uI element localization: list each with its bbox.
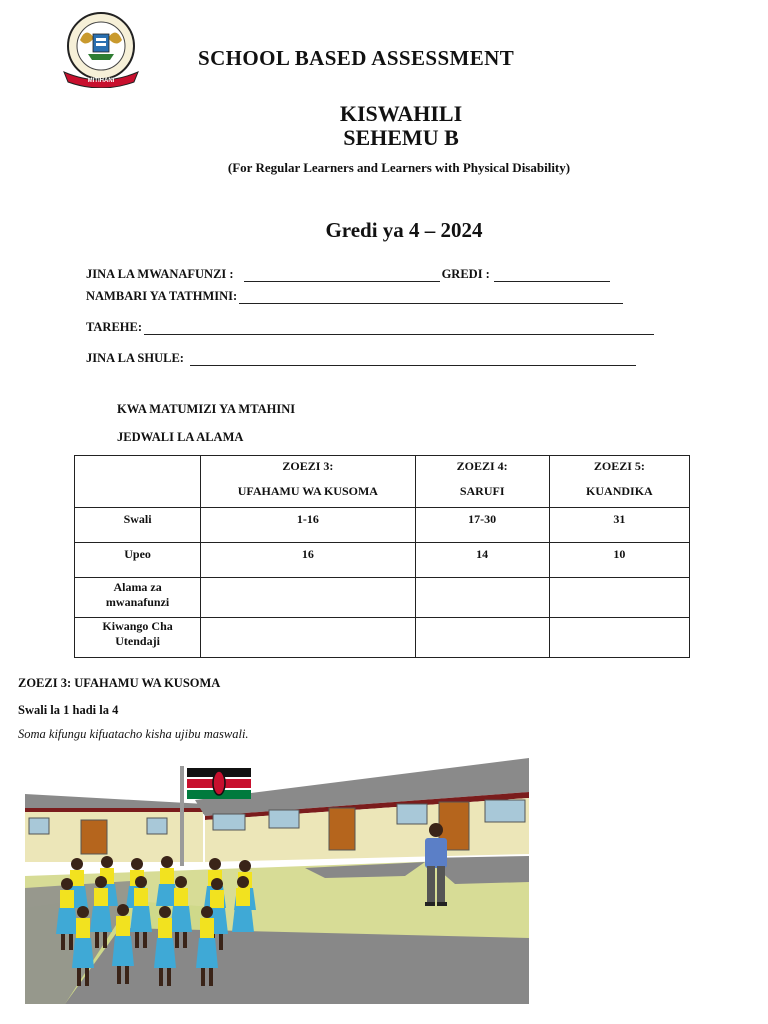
subject-name: KISWAHILI	[339, 101, 463, 126]
knec-logo-icon	[58, 10, 144, 88]
performance-cell[interactable]	[201, 618, 415, 658]
score-cell[interactable]	[549, 578, 689, 618]
date-field[interactable]	[144, 322, 654, 335]
table-cell: 14	[415, 543, 549, 578]
table-header-cell: ZOEZI 3: UFAHAMU WA KUSOMA	[201, 456, 415, 508]
table-row	[75, 508, 690, 543]
row-label: Alama za mwanafunzi	[75, 578, 201, 618]
assessment-number-field[interactable]	[239, 291, 623, 304]
score-cell[interactable]	[201, 578, 415, 618]
marks-table	[74, 455, 690, 658]
date-label: TAREHE:	[86, 320, 143, 334]
row-label: Kiwango Cha Utendaji	[75, 618, 201, 658]
school-row	[86, 351, 638, 366]
table-row	[75, 578, 690, 618]
document-title: SCHOOL BASED ASSESSMENT	[198, 46, 515, 70]
table-cell: 31	[549, 508, 689, 543]
table-header-cell: ZOEZI 5: KUANDIKA	[549, 456, 689, 508]
row-label: Swali	[75, 508, 201, 543]
row-label: Upeo	[75, 543, 201, 578]
performance-cell[interactable]	[549, 618, 689, 658]
table-title: JEDWALI LA ALAMA	[117, 430, 244, 444]
table-cell: 17-30	[415, 508, 549, 543]
table-header-row	[75, 456, 690, 508]
grade-label: GREDI :	[441, 267, 490, 281]
date-row	[86, 320, 656, 335]
section-title: ZOEZI 3: UFAHAMU WA KUSOMA	[18, 676, 221, 690]
subject-heading	[0, 102, 768, 150]
name-label: JINA LA MWANAFUNZI :	[86, 267, 234, 281]
table-cell: 1-16	[201, 508, 415, 543]
school-field[interactable]	[190, 353, 636, 366]
learner-note: (For Regular Learners and Learners with Physical Disability)	[227, 160, 571, 175]
examiner-heading: KWA MATUMIZI YA MTAHINI	[117, 402, 296, 416]
table-row	[75, 543, 690, 578]
table-corner-cell	[75, 456, 201, 508]
name-field[interactable]	[244, 269, 440, 282]
table-cell: 10	[549, 543, 689, 578]
logo-motto: MITIHANI	[87, 78, 115, 84]
assessment-number-row	[86, 289, 625, 304]
performance-cell[interactable]	[415, 618, 549, 658]
section-name: SEHEMU B	[343, 125, 459, 150]
grade-year: Gredi ya 4 – 2024	[325, 218, 483, 242]
question-range: Swali la 1 hadi la 4	[18, 703, 119, 717]
grade-field[interactable]	[494, 269, 610, 282]
table-header-cell: ZOEZI 4: SARUFI	[415, 456, 549, 508]
kenya-flag-icon	[187, 768, 251, 799]
school-label: JINA LA SHULE:	[86, 351, 184, 365]
instruction-text: Soma kifungu kifuatacho kisha ujibu maswali.	[18, 727, 249, 741]
school-assembly-illustration	[25, 758, 529, 1004]
score-cell[interactable]	[415, 578, 549, 618]
table-row	[75, 618, 690, 658]
assessment-number-label: NAMBARI YA TATHMINI:	[86, 289, 238, 303]
table-cell: 16	[201, 543, 415, 578]
name-field-row	[86, 267, 612, 282]
